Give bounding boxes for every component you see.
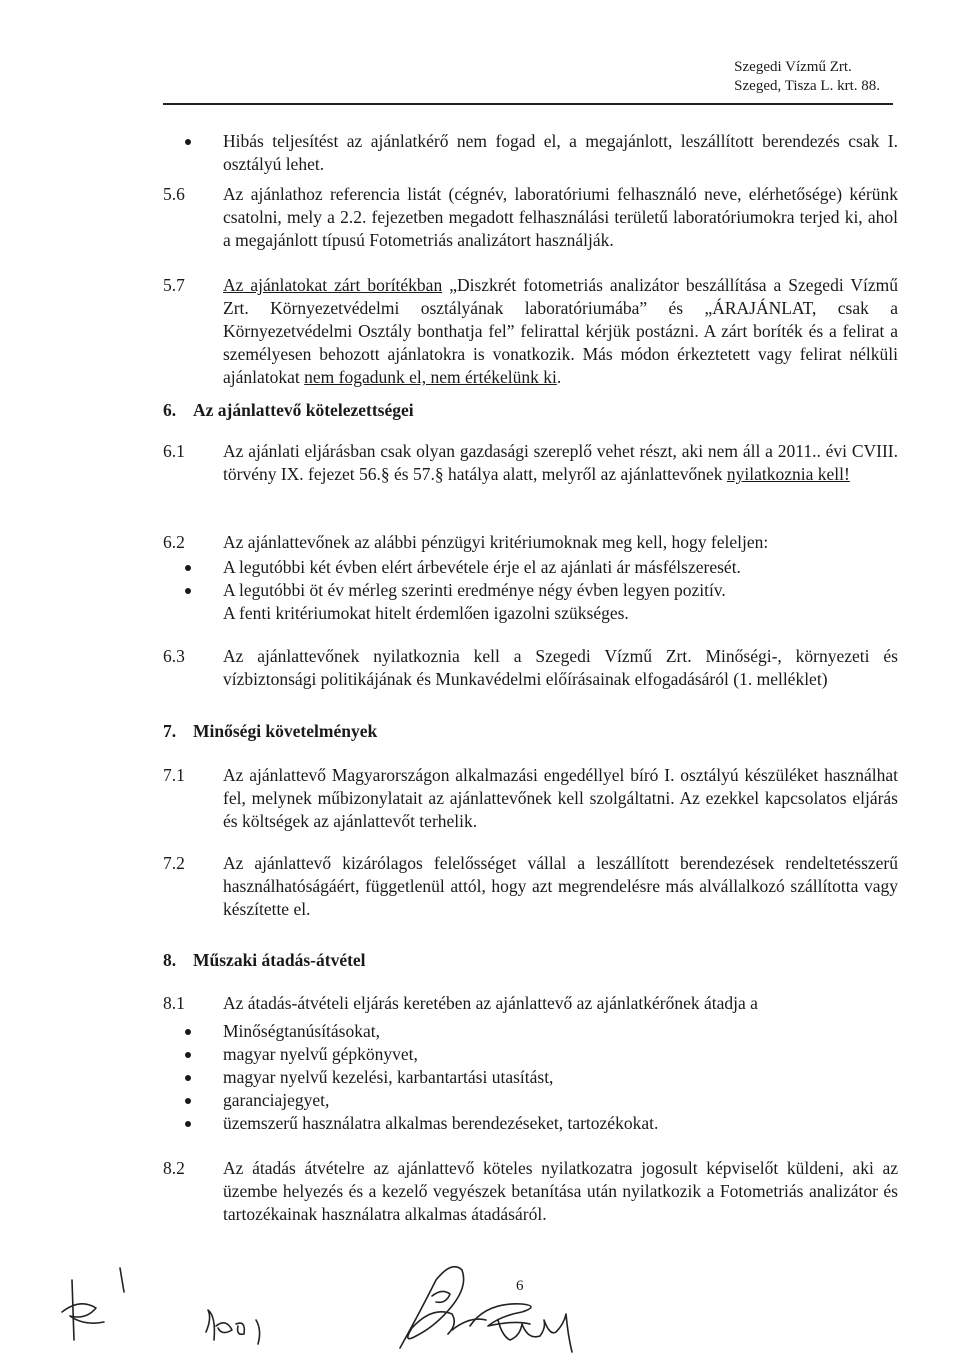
- bullet-text: üzemszerű használatra alkalmas berendezéseket, tartozékokat.: [223, 1113, 659, 1133]
- list-item: [183, 130, 898, 176]
- section-text: Az ajánlattevőnek nyilatkoznia kell a Szegedi Vízmű Zrt. Minőségi-, környezeti és vízbiztonsági politikájának és Munkavédelmi előírásainak elfogadásáról (1. melléklet): [223, 646, 898, 689]
- section-number: 6.3: [163, 646, 185, 666]
- top-bullet-list: [183, 130, 898, 176]
- body-text: .: [556, 367, 562, 387]
- section-8-1: [163, 992, 898, 1015]
- section-text: [223, 274, 898, 389]
- bullet-text: garanciajegyet,: [223, 1090, 330, 1110]
- criteria-note: A fenti kritériumokat hitelt érdemlően igazolni szükséges.: [223, 603, 629, 623]
- underlined-text: nyilatkoznia kell!: [726, 464, 850, 484]
- bullet-icon: [183, 579, 223, 602]
- bullet-icon: [183, 1112, 223, 1135]
- section-number: 5.7: [163, 275, 185, 295]
- section-8-2: [163, 1157, 898, 1226]
- page-number: 6: [516, 1278, 524, 1294]
- bullet-text: magyar nyelvű gépkönyvet,: [223, 1044, 418, 1064]
- section-text: Az átadás-átvételi eljárás keretében az ajánlattevő az ajánlatkérőnek átadja a: [223, 993, 758, 1013]
- section-7-2: [163, 852, 898, 921]
- list-item: [183, 1020, 898, 1043]
- list-item: [183, 1112, 898, 1135]
- bullet-text: magyar nyelvű kezelési, karbantartási utasítást,: [223, 1067, 554, 1087]
- bullet-text: A legutóbbi két évben elért árbevétele érje el az ajánlati ár másfélszeresét.: [223, 557, 741, 577]
- list-item: [183, 579, 898, 602]
- heading-7: [163, 720, 898, 743]
- section-5-7: [163, 274, 898, 389]
- section-text: Az ajánlattevő kizárólagos felelősséget vállal a leszállított berendezések rendeltetésszerű használhatóságáért, függetlenül attól, hogy azt megrendelésre más alvállalkozó szállította vagy készítette el.: [223, 853, 898, 919]
- section-text: [223, 440, 898, 486]
- bullet-text: Hibás teljesítést az ajánlatkérő nem fogad el, a megajánlott, leszállított berendezés csak I. osztályú lehet.: [223, 131, 898, 174]
- heading-title: Műszaki átadás-átvétel: [193, 950, 366, 970]
- section-number: 7.2: [163, 853, 185, 873]
- section-6-3: [163, 645, 898, 691]
- handwritten-signatures: [0, 1240, 960, 1356]
- heading-number: 8.: [163, 950, 177, 970]
- section-number: 5.6: [163, 184, 185, 204]
- section-text: Az ajánlattevőnek az alábbi pénzügyi kritériumoknak meg kell, hogy feleljen:: [223, 532, 769, 552]
- heading-title: Minőségi követelmények: [193, 721, 378, 741]
- heading-8: [163, 949, 898, 972]
- section-5-6: [163, 183, 898, 252]
- handover-list: [183, 1020, 898, 1135]
- header-address: Szeged, Tisza L. krt. 88.: [734, 78, 880, 94]
- bullet-text: A legutóbbi öt év mérleg szerinti eredménye négy évben legyen pozitív.: [223, 580, 726, 600]
- list-item: [183, 1043, 898, 1066]
- section-7-1: [163, 764, 898, 833]
- body-text: Az ajánlati eljárásban csak olyan gazdasági szereplő vehet részt, aki nem áll a 2011.. évi CVIII. törvény IX. fejezet 56.§ és 57.§ hatálya alatt, melyről az ajánlattevőnek: [223, 441, 898, 484]
- heading-title: Az ajánlattevő kötelezettségei: [193, 400, 414, 420]
- section-6-1: [163, 440, 898, 486]
- bullet-icon: [183, 556, 223, 579]
- section-text: Az átadás átvételre az ajánlattevő köteles nyilatkozatra jogosult képviselőt küldeni, aki az üzembe helyezés és a kezelő vegyészek betanítása után nyilatkozik a Fotometriás analizátor és tartozékainak használatra alkalmas átadásáról.: [223, 1158, 898, 1224]
- heading-number: 7.: [163, 721, 177, 741]
- header-company: Szegedi Vízmű Zrt.: [734, 59, 852, 75]
- body-text: „Diszkrét fotometriás analizátor beszállítása a Szegedi Vízmű Zrt. Környezetvédelmi osztályának laboratóriumába” és „ÁRAJÁNLAT, csak a Környezetvédelmi Osztály bonthatja fel” felirattal kérjük postázni. A zárt boríték és a felirat a személyesen behozott ajánlatokra is vonatkozik. Más módon érkeztetett vagy felirat nélküli ajánlatokat: [223, 275, 898, 387]
- list-item: [183, 556, 898, 579]
- section-text: Az ajánlattevő Magyarországon alkalmazási engedéllyel bíró I. osztályú készüléket használhat fel, melynek műbizonylatait az ajánlattevőnek kell szolgáltatni. Az ezekkel kapcsolatos eljárás és költségek az ajánlattevőt terhelik.: [223, 765, 898, 831]
- document-header: [734, 58, 880, 96]
- section-number: 8.1: [163, 993, 185, 1013]
- bullet-text: Minőségtanúsításokat,: [223, 1021, 380, 1041]
- section-text: Az ajánlathoz referencia listát (cégnév, laboratóriumi felhasználó neve, elérhetősége) kérünk csatolni, mely a 2.2. fejezetben megadott felhasználási területű laboratóriumokra terjed ki, ahol a megajánlott típusú Fotometriás analizátort használják.: [223, 184, 898, 250]
- underlined-text: Az ajánlatokat zárt borítékban: [223, 275, 443, 295]
- bullet-icon: [183, 1043, 223, 1066]
- section-6-2: [163, 531, 898, 554]
- section-number: 8.2: [163, 1158, 185, 1178]
- bullet-icon: [183, 1066, 223, 1089]
- heading-6: [163, 399, 898, 422]
- bullet-icon: [183, 1020, 223, 1043]
- section-number: 6.2: [163, 532, 185, 552]
- section-number: 6.1: [163, 441, 185, 461]
- list-item: [183, 1066, 898, 1089]
- bullet-icon: [183, 1089, 223, 1112]
- section-number: 7.1: [163, 765, 185, 785]
- list-item: [183, 1089, 898, 1112]
- criteria-list: [183, 556, 898, 625]
- bullet-icon: [183, 130, 223, 176]
- underlined-text: nem fogadunk el, nem értékelünk ki: [304, 367, 557, 387]
- heading-number: 6.: [163, 400, 177, 420]
- header-rule: [163, 103, 893, 105]
